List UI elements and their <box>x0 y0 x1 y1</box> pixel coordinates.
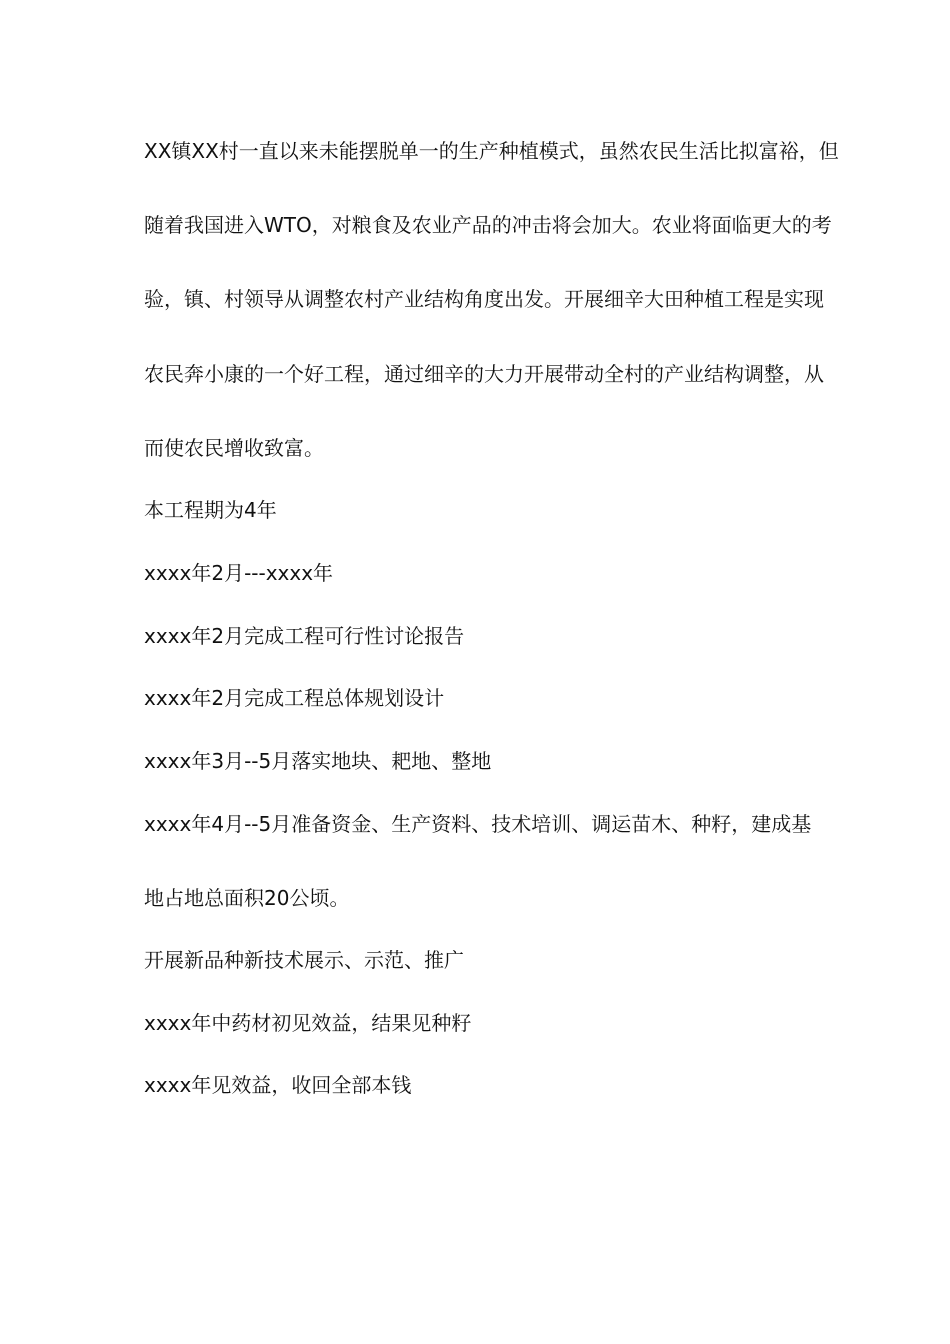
schedule-item-demo: 开展新品种新技术展示、示范、推广 <box>144 948 464 972</box>
intro-line: 验，镇、村领导从调整农村产业结构角度出发。开展细辛大田种植工程是实现 <box>144 287 824 311</box>
schedule-item-initial-benefit: xxxx年中药材初见效益，结果见种籽 <box>144 1011 472 1035</box>
project-period: xxxx年2月---xxxx年 <box>144 561 334 585</box>
intro-line: XX镇XX村一直以来未能摆脱单一的生产种植模式，虽然农民生活比拟富裕，但 <box>144 139 839 163</box>
schedule-item-planning: xxxx年2月完成工程总体规划设计 <box>144 686 445 710</box>
intro-line: 而使农民增收致富。 <box>144 436 324 460</box>
schedule-item-prep: xxxx年4月--5月准备资金、生产资料、技术培训、调运苗木、种籽，建成基 <box>144 812 812 836</box>
schedule-item-feasibility: xxxx年2月完成工程可行性讨论报告 <box>144 624 465 648</box>
project-duration: 本工程期为4年 <box>144 498 277 522</box>
schedule-item-prep-continued: 地占地总面积20公顷。 <box>144 886 350 910</box>
intro-line: 农民奔小康的一个好工程，通过细辛的大力开展带动全村的产业结构调整，从 <box>144 362 824 386</box>
schedule-item-full-return: xxxx年见效益，收回全部本钱 <box>144 1073 412 1097</box>
schedule-item-land: xxxx年3月--5月落实地块、耙地、整地 <box>144 749 492 773</box>
intro-line: 随着我国进入WTO，对粮食及农业产品的冲击将会加大。农业将面临更大的考 <box>144 213 832 237</box>
